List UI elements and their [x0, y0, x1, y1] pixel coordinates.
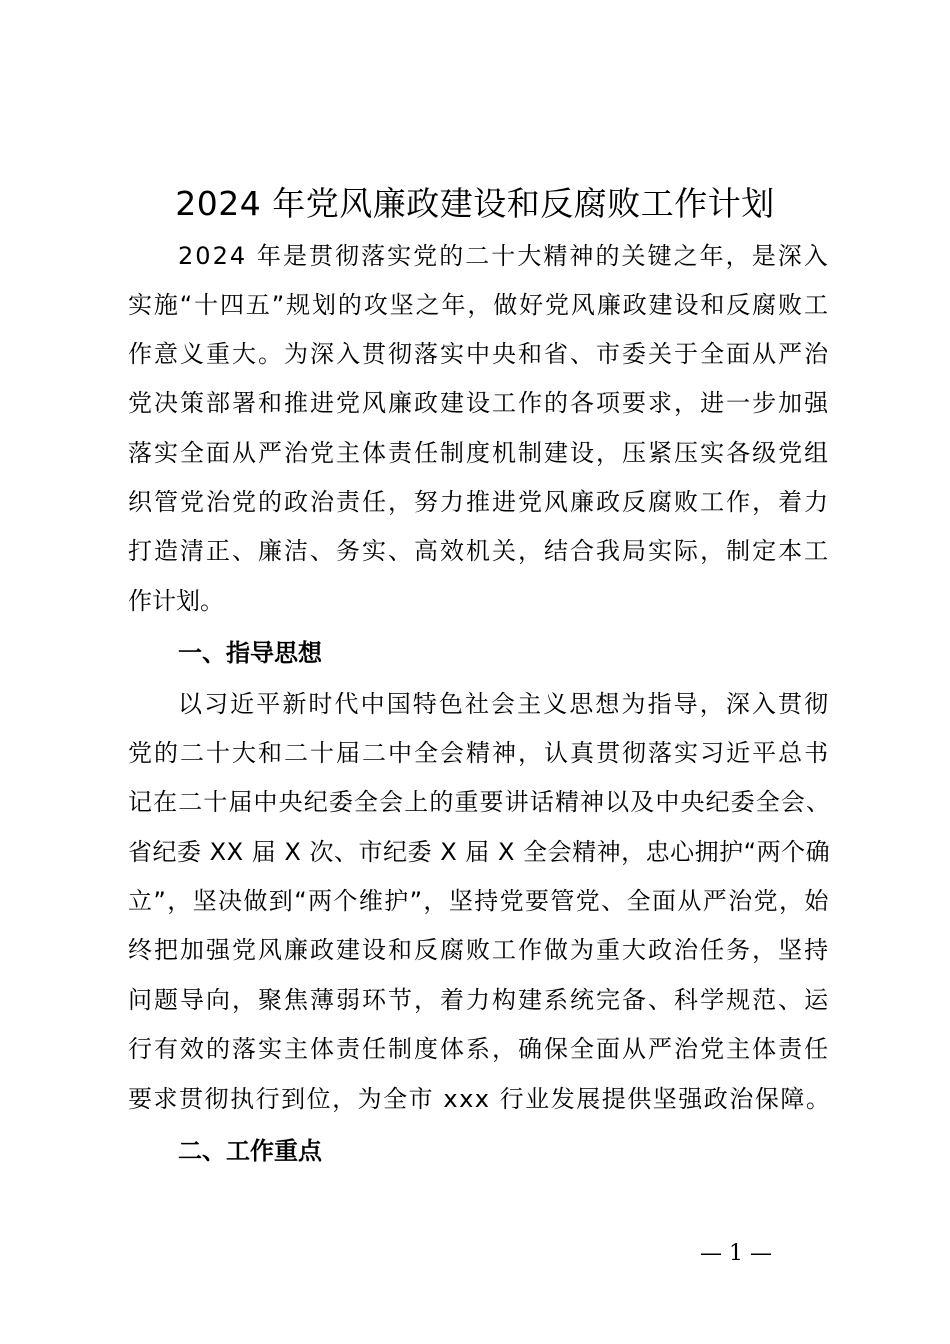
document-title: 2024 年党风廉政建设和反腐败工作计划 [175, 184, 775, 223]
paragraph-line: 省纪委 XX 届 X 次、市纪委 X 届 X 全会精神，忠心拥护“两个确 [128, 838, 831, 866]
paragraph-line: 织管党治党的政治责任，努力推进党风廉政反腐败工作，着力 [128, 488, 831, 516]
paragraph-line: 记在二十届中央纪委全会上的重要讲话精神以及中央纪委全会、 [128, 788, 832, 816]
paragraph-line: 党的二十大和二十届二中全会精神，认真贯彻落实习近平总书 [128, 739, 831, 767]
paragraph-line: 行有效的落实主体责任制度体系，确保全面从严治党主体责任 [128, 1035, 831, 1063]
paragraph-line: 要求贯彻执行到位，为全市 xxx 行业发展提供坚强政治保障。 [128, 1085, 832, 1113]
paragraph-line: 落实全面从严治党主体责任制度机制建设，压紧压实各级党组 [128, 439, 831, 467]
paragraph-line: 以习近平新时代中国特色社会主义思想为指导，深入贯彻 [178, 690, 831, 718]
paragraph-line: 终把加强党风廉政建设和反腐败工作做为重大政治任务，坚持 [128, 936, 831, 964]
paragraph-line: 作计划。 [128, 587, 224, 615]
section-heading-guiding-ideology: 一、指导思想 [178, 639, 322, 667]
paragraph-line: 党决策部署和推进党风廉政建设工作的各项要求，进一步加强 [128, 389, 831, 417]
paragraph-line: 2024 年是贯彻落实党的二十大精神的关键之年，是深入 [178, 242, 830, 270]
section-heading-work-focus: 二、工作重点 [178, 1137, 322, 1165]
paragraph-line: 打造清正、廉洁、务实、高效机关，结合我局实际，制定本工 [128, 537, 831, 565]
paragraph-line: 问题导向，聚焦薄弱环节，着力构建系统完备、科学规范、运 [128, 986, 831, 1014]
page-number: — 1 — [700, 1241, 772, 1266]
paragraph-line: 作意义重大。为深入贯彻落实中央和省、市委关于全面从严治 [128, 340, 831, 368]
paragraph-line: 立”，坚决做到“两个维护”，坚持党要管党、全面从严治党，始 [128, 887, 830, 915]
paragraph-line: 实施“十四五”规划的攻坚之年，做好党风廉政建设和反腐败工 [128, 291, 830, 319]
